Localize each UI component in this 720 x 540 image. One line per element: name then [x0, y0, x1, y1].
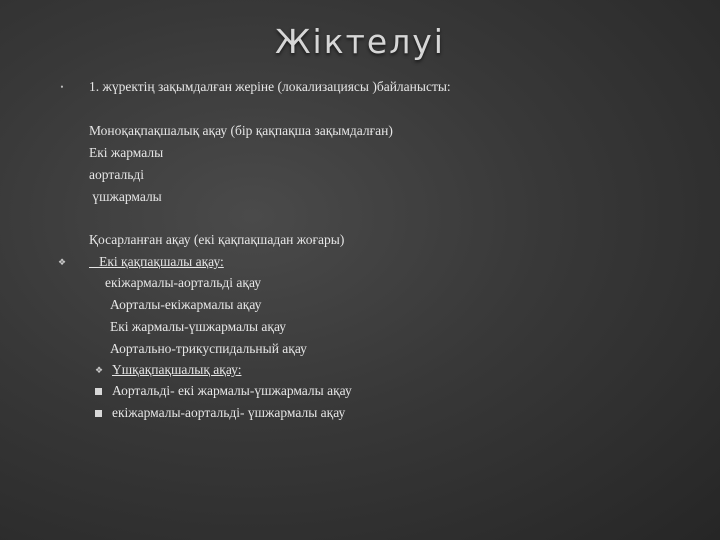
- list-item: Екі жармалы: [89, 145, 164, 160]
- dot-bullet-icon: •: [60, 82, 64, 92]
- list-item: Аорталы-екіжармалы ақау: [110, 297, 262, 312]
- list-item: екіжармалы-аортальді- үшжармалы ақау: [112, 405, 346, 420]
- list-item: Моноқақпақшалық ақау (бір қақпақша зақымдалған): [89, 123, 393, 138]
- list-item: Екі жармалы-үшжармалы ақау: [110, 319, 287, 334]
- list-item: Қосарланған ақау (екі қақпақшадан жоғары): [89, 232, 345, 247]
- list-item: Аортальді- екі жармалы-үшжармалы ақау: [112, 383, 352, 398]
- square-bullet-icon: [95, 410, 102, 417]
- diamond-bullet-icon: ❖: [94, 365, 104, 375]
- slide-title: Жіктелуі: [275, 22, 445, 61]
- list-item: аортальді: [89, 167, 145, 182]
- list-item: үшжармалы: [89, 189, 162, 204]
- list-item-heading: Екі қақпақшалы ақау:: [89, 254, 224, 269]
- diamond-bullet-icon: ❖: [57, 257, 67, 267]
- list-item: Аортально-трикуспидальный ақау: [110, 341, 307, 356]
- list-item: екіжармалы-аортальді ақау: [105, 275, 262, 290]
- square-bullet-icon: [95, 388, 102, 395]
- list-item-heading: Үшқақпақшалық ақау:: [112, 362, 242, 377]
- list-item: 1. жүректің зақымдалған жеріне (локализациясы )байланысты:: [89, 79, 451, 94]
